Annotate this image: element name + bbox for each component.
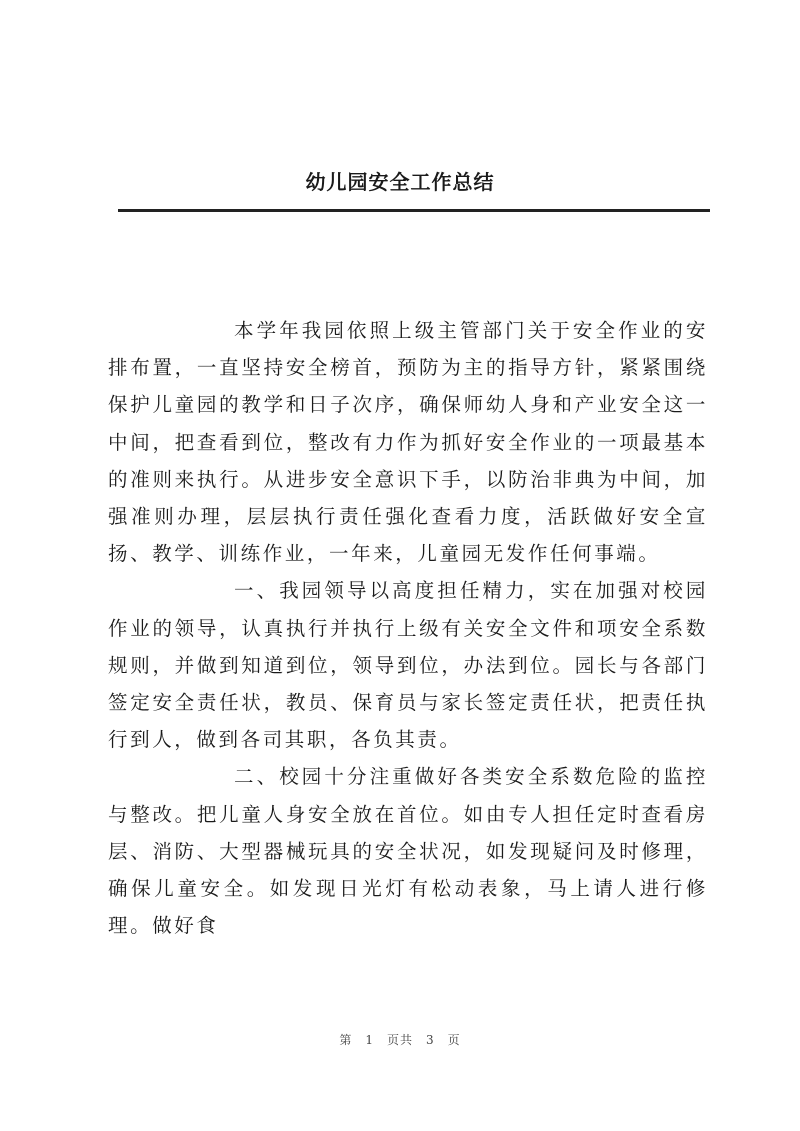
paragraph-section-1: 一、我园领导以高度担任精力，实在加强对校园作业的领导，认真执行并执行上级有关安全文件和项安全系数规则，并做到知道到位，领导到位，办法到位。园长与各部门签定安全责任状，教员、保育员与家长签定责任状，把责任执行到人，做到各司其职，各负其责。 [108,579,708,752]
page-number-footer: 第 1 页共 3 页 [339,1033,461,1047]
document-title: 幼儿园安全工作总结 [305,170,495,194]
title-underline [118,209,710,212]
paragraph-section-2: 二、校园十分注重做好各类安全系数危险的监控与整改。把儿童人身安全放在首位。如由专人担任定时查看房层、消防、大型器械玩具的安全状况，如发现疑问及时修理，确保儿童安全。如发现日光灯有松动表象，马上请人进行修理。做好食 [108,765,708,938]
paragraph-intro: 本学年我园依照上级主管部门关于安全作业的安排布置，一直坚持安全榜首，预防为主的指导方针，紧紧围绕保护儿童园的教学和日子次序，确保师幼人身和产业安全这一中间，把查看到位，整改有力作为抓好安全作业的一项最基本的准则来执行。从进步安全意识下手，以防治非典为中间，加强准则办理，层层执行责任强化查看力度，活跃做好安全宣扬、教学、训练作业，一年来，儿童园无发作任何事端。 [108,319,708,566]
document-body [108,312,708,944]
